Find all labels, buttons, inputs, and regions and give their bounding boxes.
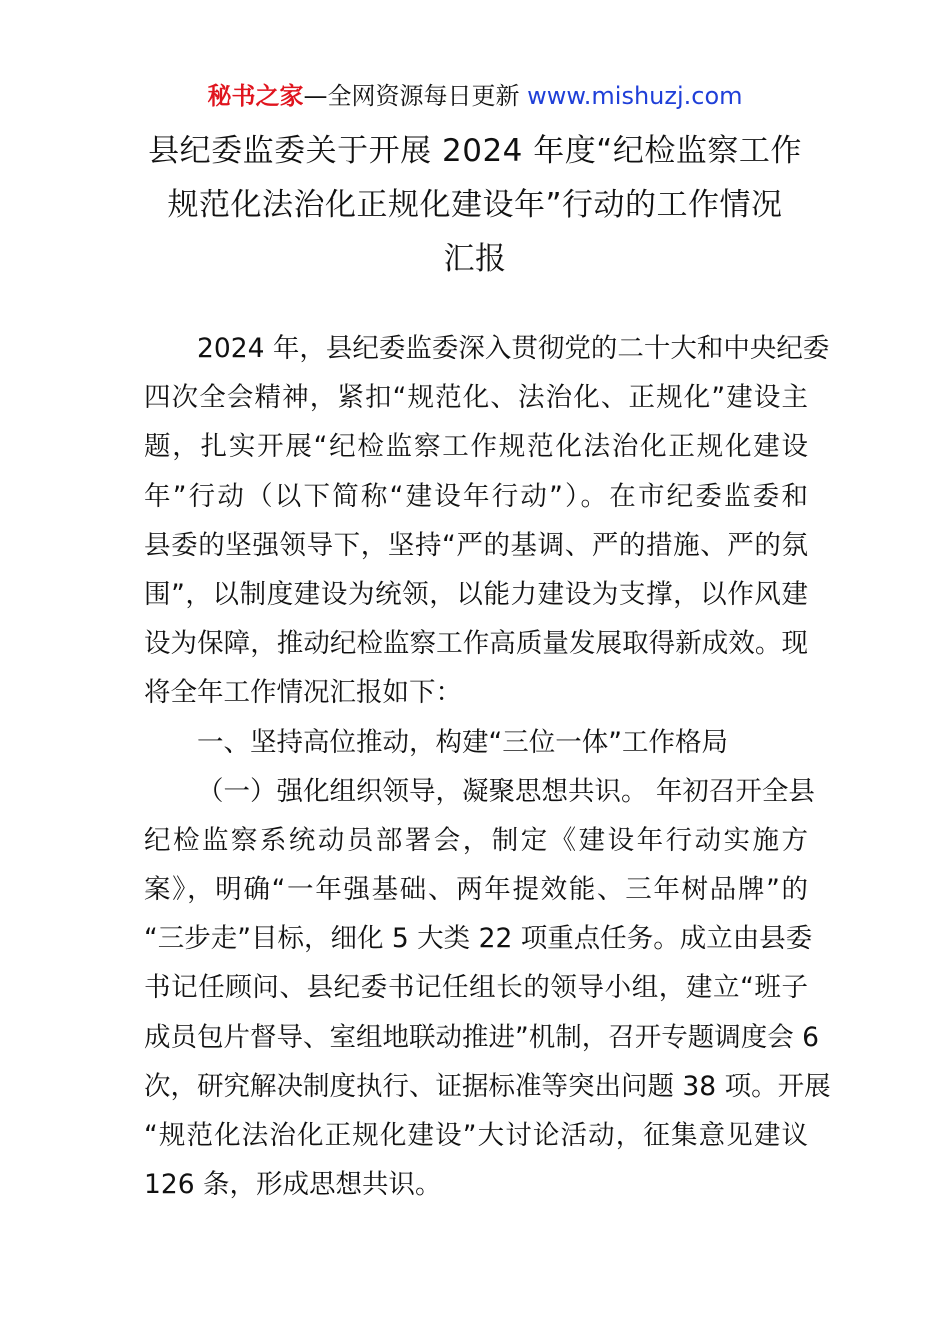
paragraph-line: 设为保障，推动纪检监察工作高质量发展取得新成效。现 — [144, 628, 808, 660]
paragraph-line: 2024 年，县纪委监委深入贯彻党的二十大和中央纪委 — [197, 333, 830, 364]
paragraph-line: 书记任顾问、县纪委书记任组长的领导小组，建立“班子 — [144, 972, 808, 1004]
paragraph-line: “三步走”目标，细化 5 大类 22 项重点任务。成立由县委 — [144, 923, 813, 955]
paragraph-line: 次，研究解决制度执行、证据标准等突出问题 38 项。开展 — [144, 1070, 831, 1102]
document-title — [60, 124, 890, 286]
brand-name: 秘书之家 — [207, 82, 304, 110]
paragraph-line: 题，扎实开展“纪检监察工作规范化法治化正规化建设 — [144, 431, 808, 463]
paragraph-line: 县委的坚强领导下，坚持“严的基调、严的措施、严的氛 — [144, 529, 808, 561]
title-line: 县纪委监委关于开展 2024 年度“纪检监察工作 — [148, 133, 802, 169]
paragraph-line: 案》，明确“一年强基础、两年提效能、三年树品牌”的 — [144, 874, 808, 906]
site-watermark-header — [0, 80, 950, 112]
paragraph-line: 成员包片督导、室组地联动推进”机制，召开专题调度会 6 — [144, 1021, 820, 1053]
paragraph-line: 将全年工作情况汇报如下： — [144, 677, 462, 709]
title-line: 规范化法治化正规化建设年”行动的工作情况 — [167, 187, 783, 223]
paragraph-line: 126 条，形成思想共识。 — [144, 1169, 442, 1201]
title-line: 汇报 — [443, 241, 507, 277]
document-body — [144, 324, 831, 1209]
paragraph-line: 围”，以制度建设为统领，以能力建设为支撑，以作风建 — [144, 578, 808, 610]
intro-paragraph — [144, 324, 830, 718]
section-heading: 一、坚持高位推动，构建“三位一体”工作格局 — [197, 726, 728, 758]
paragraph-line: 纪检监察系统动员部署会，制定《建设年行动实施方 — [144, 824, 808, 856]
paragraph-line: 年”行动（以下简称“建设年行动”）。在市纪委监委和 — [144, 480, 808, 512]
paragraph-line: “规范化法治化正规化建设”大讨论活动，征集意见建议 — [144, 1120, 808, 1151]
section-paragraph — [144, 767, 831, 1210]
paragraph-line: 四次全会精神，紧扣“规范化、法治化、正规化”建设主 — [144, 382, 808, 414]
brand-slogan: —全网资源每日更新 — [303, 82, 520, 110]
paragraph-line: （一）强化组织领导，凝聚思想共识。 年初召开全县 — [197, 775, 815, 807]
site-url: www.mishuzj.com — [527, 82, 743, 110]
